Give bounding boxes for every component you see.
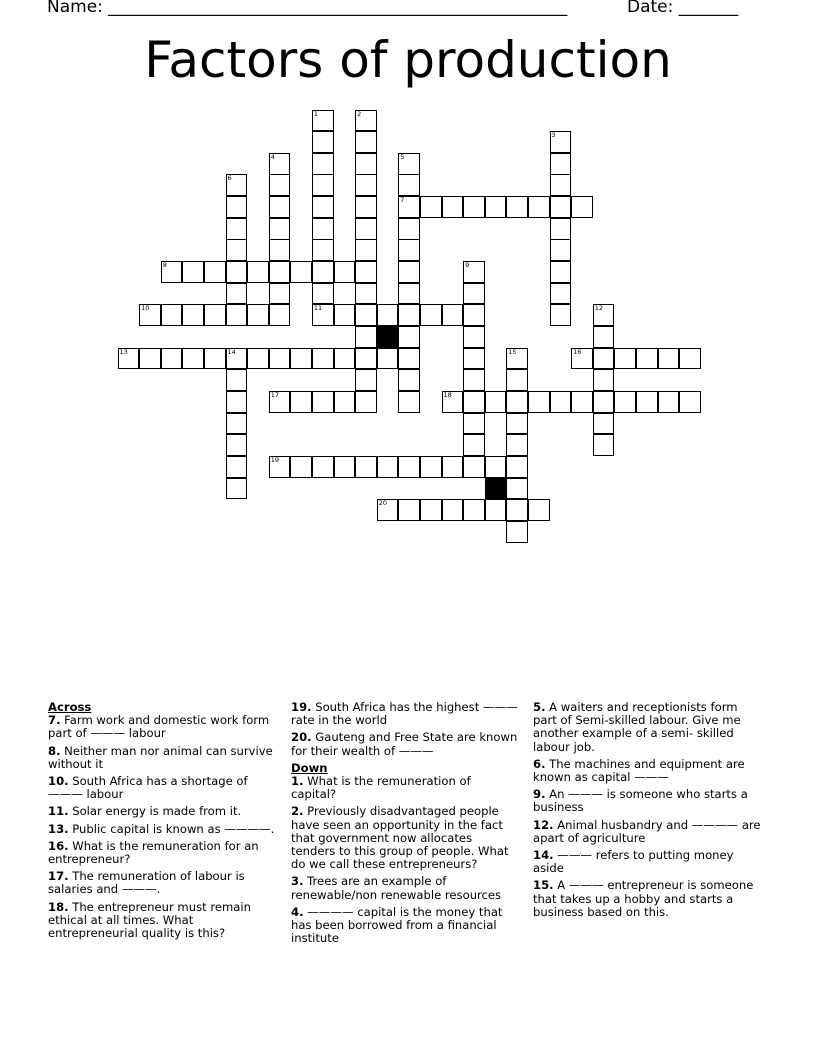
grid-cell[interactable] [442, 456, 464, 478]
grid-cell[interactable] [485, 456, 507, 478]
grid-cell[interactable] [420, 304, 442, 326]
grid-cell[interactable] [161, 261, 183, 283]
clue-item-text: Solar energy is made from it. [68, 804, 242, 819]
grid-cell[interactable] [636, 391, 658, 413]
grid-cell[interactable] [463, 348, 485, 370]
clue-item-number: 19. [291, 700, 312, 714]
grid-cell[interactable] [528, 391, 550, 413]
grid-cell[interactable] [290, 348, 312, 370]
grid-cell[interactable] [463, 261, 485, 283]
clue-number: 14 [227, 347, 236, 356]
grid-cell[interactable] [420, 499, 442, 521]
grid-cell[interactable] [269, 196, 291, 218]
grid-cell[interactable] [312, 261, 334, 283]
grid-cell[interactable] [139, 348, 161, 370]
grid-cell[interactable] [550, 153, 572, 175]
grid-cell[interactable] [226, 434, 248, 456]
clue-item [48, 823, 276, 836]
clue-item [48, 714, 276, 740]
clue-item [48, 805, 276, 818]
grid-cell[interactable] [593, 326, 615, 348]
grid-cell[interactable] [226, 478, 248, 500]
clue-item-number: 4. [291, 904, 304, 919]
grid-cell[interactable] [593, 391, 615, 413]
clue-item [291, 701, 519, 727]
grid-cell[interactable] [485, 196, 507, 218]
grid-cell[interactable] [269, 348, 291, 370]
clue-item-text: What is the remuneration for an entrepreneur? [48, 838, 259, 867]
grid-cell[interactable] [398, 196, 420, 218]
clue-item-text: Farm work and domestic work form part of ——— labour [48, 713, 270, 741]
clue-item-number: 8. [48, 743, 61, 758]
grid-cell[interactable] [355, 283, 377, 305]
grid-cell[interactable] [355, 304, 377, 326]
grid-cell[interactable] [528, 196, 550, 218]
grid-cell[interactable] [269, 261, 291, 283]
grid-cell[interactable] [269, 391, 291, 413]
grid-cell[interactable] [550, 261, 572, 283]
grid-cell[interactable] [550, 131, 572, 153]
grid-cell[interactable] [420, 456, 442, 478]
grid-cell[interactable] [226, 348, 248, 370]
grid-cell[interactable] [312, 196, 334, 218]
clue-item-number: 6. [533, 756, 546, 771]
clues-column-2 [291, 701, 519, 949]
clue-item [533, 788, 761, 814]
grid-cell[interactable] [226, 218, 248, 240]
clues-column-3 [533, 701, 761, 923]
grid-cell[interactable] [334, 304, 356, 326]
grid-cell[interactable] [290, 456, 312, 478]
grid-cell[interactable] [398, 174, 420, 196]
clue-item [533, 879, 761, 919]
clue-item-text: What is the remuneration of capital? [291, 774, 471, 802]
clue-item [291, 805, 519, 871]
clue-item [533, 701, 761, 754]
grid-cell[interactable] [161, 348, 183, 370]
grid-cell[interactable] [204, 261, 226, 283]
grid-cell[interactable] [312, 304, 334, 326]
clue-number: 18 [443, 390, 452, 399]
clue-item-text: South Africa has a shortage of ——— labour [48, 774, 248, 802]
grid-cell[interactable] [658, 391, 680, 413]
grid-cell[interactable] [550, 196, 572, 218]
grid-cell[interactable] [571, 391, 593, 413]
clue-item-number: 15. [533, 878, 554, 893]
grid-cell[interactable] [398, 239, 420, 261]
clue-number: 2 [357, 109, 362, 118]
grid-cell[interactable] [312, 174, 334, 196]
grid-cell[interactable] [463, 391, 485, 413]
clue-item-text: ——— refers to putting money aside [533, 848, 734, 876]
grid-cell[interactable] [593, 369, 615, 391]
grid-cell[interactable] [398, 369, 420, 391]
grid-cell[interactable] [226, 369, 248, 391]
clue-item-number: 10. [48, 774, 69, 789]
grid-cell[interactable] [442, 304, 464, 326]
grid-cell[interactable] [506, 434, 528, 456]
grid-cell[interactable] [658, 348, 680, 370]
clue-item-text: Gauteng and Free State are known for their wealth of ——— [291, 730, 518, 758]
clue-number: 10 [141, 304, 150, 313]
clue-item [48, 840, 276, 866]
clue-number: 12 [594, 304, 603, 313]
black-square [377, 326, 399, 348]
grid-cell[interactable] [398, 391, 420, 413]
grid-cell[interactable] [226, 174, 248, 196]
grid-cell[interactable] [398, 283, 420, 305]
clue-item-text: The machines and equipment are known as capital ——— [533, 756, 745, 785]
grid-cell[interactable] [182, 261, 204, 283]
clue-item [533, 849, 761, 875]
grid-cell[interactable] [593, 348, 615, 370]
grid-cell[interactable] [636, 348, 658, 370]
grid-cell[interactable] [290, 261, 312, 283]
grid-cell[interactable] [398, 304, 420, 326]
grid-cell[interactable] [312, 283, 334, 305]
grid-cell[interactable] [463, 326, 485, 348]
grid-cell[interactable] [463, 196, 485, 218]
grid-cell[interactable] [204, 304, 226, 326]
grid-cell[interactable] [355, 174, 377, 196]
across-heading: Across [48, 700, 92, 714]
grid-cell[interactable] [571, 348, 593, 370]
clue-item-text: South Africa has the highest ——— rate in the world [291, 700, 518, 728]
clue-number: 11 [313, 304, 323, 313]
grid-cell[interactable] [463, 304, 485, 326]
grid-cell[interactable] [226, 196, 248, 218]
down-heading: Down [291, 760, 328, 775]
puzzle-title: Factors of production [144, 31, 672, 89]
grid-cell[interactable] [550, 391, 572, 413]
grid-cell[interactable] [269, 239, 291, 261]
grid-cell[interactable] [269, 174, 291, 196]
grid-cell[interactable] [312, 110, 334, 132]
grid-cell[interactable] [269, 456, 291, 478]
grid-cell[interactable] [442, 391, 464, 413]
clue-number: 3 [551, 131, 556, 140]
clue-number: 1 [313, 109, 319, 118]
clue-number: 6 [227, 174, 232, 183]
clue-item-text: A waiters and receptionists form part of Semi-skilled labour. Give me another example of a semi- skilled labour job. [533, 700, 741, 754]
grid-cell[interactable] [182, 348, 204, 370]
clue-item-text: The remuneration of labour is salaries and ———. [48, 869, 245, 897]
grid-cell[interactable] [182, 304, 204, 326]
clue-item [48, 901, 276, 941]
grid-cell[interactable] [442, 499, 464, 521]
grid-cell[interactable] [506, 478, 528, 500]
grid-cell[interactable] [355, 261, 377, 283]
grid-cell[interactable] [420, 196, 442, 218]
grid-cell[interactable] [269, 218, 291, 240]
grid-cell[interactable] [506, 348, 528, 370]
clue-item-number: 17. [48, 869, 69, 884]
grid-cell[interactable] [290, 391, 312, 413]
grid-cell[interactable] [398, 348, 420, 370]
grid-cell[interactable] [139, 304, 161, 326]
grid-cell[interactable] [485, 391, 507, 413]
grid-cell[interactable] [355, 456, 377, 478]
grid-cell[interactable] [398, 499, 420, 521]
grid-cell[interactable] [506, 499, 528, 521]
grid-cell[interactable] [161, 304, 183, 326]
grid-cell[interactable] [355, 218, 377, 240]
clue-item-text: ———— capital is the money that has been borrowed from a financial institute [291, 904, 503, 946]
clue-item-number: 9. [533, 787, 546, 802]
grid-cell[interactable] [226, 239, 248, 261]
clue-item [48, 870, 276, 896]
grid-cell[interactable] [506, 391, 528, 413]
clue-item [48, 745, 276, 771]
grid-cell[interactable] [355, 153, 377, 175]
grid-cell[interactable] [226, 456, 248, 478]
clue-number: 5 [400, 152, 405, 161]
grid-cell[interactable] [226, 304, 248, 326]
grid-cell[interactable] [269, 304, 291, 326]
clue-item-text: A ——— entrepreneur is someone that takes up a hobby and starts a business based on this. [533, 878, 754, 919]
grid-cell[interactable] [506, 369, 528, 391]
grid-cell[interactable] [334, 391, 356, 413]
clue-item-number: 3. [291, 874, 304, 889]
grid-cell[interactable] [398, 456, 420, 478]
grid-cell[interactable] [550, 283, 572, 305]
grid-cell[interactable] [593, 434, 615, 456]
grid-cell[interactable] [312, 348, 334, 370]
name-field[interactable]: Name: ______________________________________________________ [47, 0, 568, 17]
grid-cell[interactable] [398, 153, 420, 175]
clue-item [291, 775, 519, 801]
grid-cell[interactable] [226, 413, 248, 435]
grid-cell[interactable] [355, 326, 377, 348]
grid-cell[interactable] [485, 499, 507, 521]
grid-cell[interactable] [355, 196, 377, 218]
grid-cell[interactable] [377, 348, 399, 370]
clue-number: 19 [270, 455, 279, 464]
grid-cell[interactable] [550, 174, 572, 196]
grid-cell[interactable] [506, 456, 528, 478]
clue-item-text: Public capital is known as ————. [68, 821, 275, 836]
clue-number: 8 [162, 261, 167, 270]
clue-item-text: Neither man nor animal can survive without it [48, 743, 273, 771]
clue-item-text: An ——— is someone who starts a business [533, 787, 748, 815]
clue-item-number: 5. [533, 700, 546, 714]
grid-cell[interactable] [614, 391, 636, 413]
grid-cell[interactable] [463, 434, 485, 456]
clue-item [291, 731, 519, 757]
clue-item-number: 7. [48, 713, 61, 728]
grid-cell[interactable] [334, 261, 356, 283]
grid-cell[interactable] [614, 348, 636, 370]
clues-column-1 [48, 701, 276, 944]
clue-item [291, 906, 519, 946]
grid-cell[interactable] [550, 218, 572, 240]
grid-cell[interactable] [118, 348, 140, 370]
clue-item-number: 11. [48, 804, 69, 819]
clue-item-number: 16. [48, 838, 69, 853]
clue-item-text: The entrepreneur must remain ethical at all times. What entrepreneurial quality is this? [48, 899, 251, 941]
clue-item [533, 758, 761, 784]
clue-number: 16 [573, 347, 582, 356]
grid-cell[interactable] [312, 218, 334, 240]
date-field[interactable]: Date: _______ [627, 0, 739, 17]
grid-cell[interactable] [463, 499, 485, 521]
grid-cell[interactable] [550, 304, 572, 326]
grid-cell[interactable] [463, 283, 485, 305]
grid-cell[interactable] [550, 239, 572, 261]
clue-item [48, 775, 276, 801]
clue-number: 20 [378, 499, 387, 508]
clue-number: 9 [465, 261, 470, 270]
grid-cell[interactable] [679, 348, 701, 370]
grid-cell[interactable] [312, 131, 334, 153]
grid-cell[interactable] [463, 369, 485, 391]
grid-cell[interactable] [377, 304, 399, 326]
grid-cell[interactable] [398, 218, 420, 240]
grid-cell[interactable] [247, 304, 269, 326]
grid-cell[interactable] [226, 261, 248, 283]
grid-cell[interactable] [593, 304, 615, 326]
grid-cell[interactable] [334, 348, 356, 370]
clue-item-text: Previously disadvantaged people have seen an opportunity in the fact that government now allocates tenders to this group of people. What do we call these entrepreneurs? [291, 804, 509, 872]
clue-number: 15 [508, 347, 517, 356]
grid-cell[interactable] [593, 413, 615, 435]
grid-cell[interactable] [312, 391, 334, 413]
clue-item [291, 875, 519, 901]
grid-cell[interactable] [226, 391, 248, 413]
black-square [485, 478, 507, 500]
clue-item-number: 13. [48, 821, 69, 836]
grid-cell[interactable] [377, 456, 399, 478]
clue-item-text: Trees are an example of renewable/non renewable resources [291, 874, 502, 902]
clue-item-number: 14. [533, 848, 554, 863]
grid-cell[interactable] [355, 131, 377, 153]
clue-number: 17 [270, 390, 279, 399]
grid-cell[interactable] [247, 348, 269, 370]
clue-item-number: 12. [533, 817, 554, 832]
grid-cell[interactable] [355, 348, 377, 370]
grid-cell[interactable] [506, 196, 528, 218]
grid-cell[interactable] [269, 153, 291, 175]
grid-cell[interactable] [528, 499, 550, 521]
clue-item-text: Animal husbandry and ———— are apart of agriculture [533, 817, 761, 845]
clue-item [533, 819, 761, 845]
grid-cell[interactable] [463, 413, 485, 435]
grid-cell[interactable] [312, 153, 334, 175]
grid-cell[interactable] [204, 348, 226, 370]
grid-cell[interactable] [312, 456, 334, 478]
clue-number: 13 [119, 347, 128, 356]
grid-cell[interactable] [269, 283, 291, 305]
clue-item-number: 20. [291, 730, 312, 745]
clue-number: 7 [400, 196, 405, 205]
clue-item-number: 18. [48, 899, 69, 914]
grid-cell[interactable] [377, 499, 399, 521]
grid-cell[interactable] [571, 196, 593, 218]
grid-cell[interactable] [355, 239, 377, 261]
grid-cell[interactable] [463, 456, 485, 478]
grid-cell[interactable] [355, 110, 377, 132]
grid-cell[interactable] [247, 261, 269, 283]
grid-cell[interactable] [334, 456, 356, 478]
grid-cell[interactable] [398, 326, 420, 348]
grid-cell[interactable] [506, 413, 528, 435]
clue-item-number: 1. [291, 774, 304, 789]
grid-cell[interactable] [679, 391, 701, 413]
grid-cell[interactable] [312, 239, 334, 261]
grid-cell[interactable] [355, 369, 377, 391]
grid-cell[interactable] [442, 196, 464, 218]
clue-item-number: 2. [291, 804, 304, 819]
clue-number: 4 [270, 152, 275, 161]
grid-cell[interactable] [226, 283, 248, 305]
grid-cell[interactable] [355, 391, 377, 413]
grid-cell[interactable] [506, 521, 528, 543]
grid-cell[interactable] [398, 261, 420, 283]
